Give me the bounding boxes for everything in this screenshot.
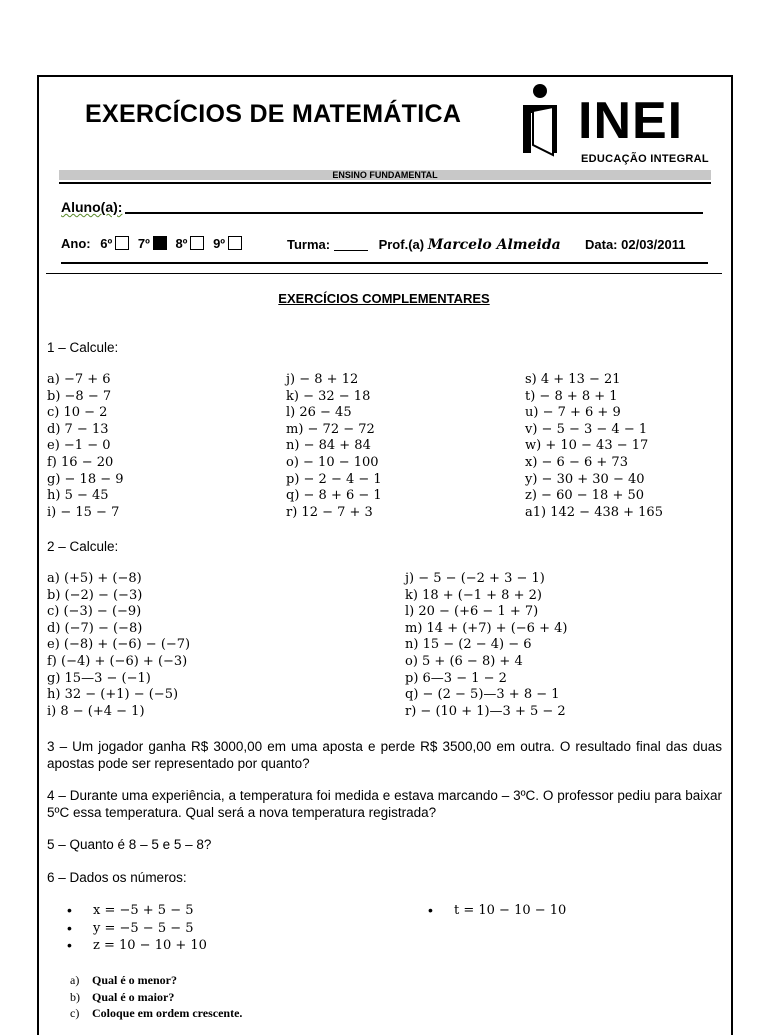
student-label: Aluno(a):: [61, 199, 123, 215]
exercise-item: c) (−3) − (−9): [47, 604, 142, 620]
question-2-label: 2 – Calcule:: [47, 539, 119, 554]
exercise-item: n) − 84 + 84: [286, 438, 371, 454]
exercise-item: r) 12 − 7 + 3: [286, 504, 373, 520]
bullet-item: • t = 10 − 10 − 10: [428, 902, 566, 920]
exercise-item: i) 8 − (+4 − 1): [47, 703, 145, 719]
class-field[interactable]: [334, 250, 368, 251]
q1-column-1: [47, 372, 124, 521]
q1-column-3: [525, 372, 663, 521]
exercise-item: l) 26 − 45: [286, 405, 352, 421]
section-title: EXERCÍCIOS COMPLEMENTARES: [278, 291, 490, 306]
bullet-item: • y = −5 − 5 − 5: [67, 920, 207, 938]
subquestion-item: c) Coloque em ordem crescente.: [70, 1006, 243, 1020]
exercise-item: k) − 32 − 18: [286, 388, 371, 404]
exercise-item: a1) 142 − 438 + 165: [525, 504, 663, 520]
exercise-item: q) − 8 + 6 − 1: [286, 488, 382, 504]
class-teacher-row: [287, 237, 561, 253]
exercise-item: o) − 10 − 100: [286, 454, 379, 470]
exercise-item: g) − 18 − 9: [47, 471, 124, 487]
page-title: EXERCÍCIOS DE MATEMÁTICA: [85, 100, 462, 128]
q2-column-2: [405, 571, 567, 720]
question-6-label: 6 – Dados os números:: [47, 870, 187, 885]
exercise-item: f) (−4) + (−6) + (−3): [47, 653, 188, 669]
inei-logo-icon: [519, 83, 571, 157]
exercise-item: z) − 60 − 18 + 50: [525, 488, 645, 504]
q6-bullets-right: [428, 902, 566, 920]
logo-text: INEI: [578, 92, 684, 150]
exercise-item: p) − 2 − 4 − 1: [286, 471, 382, 487]
exercise-item: d) 7 − 13: [47, 421, 109, 437]
grade-8-checkbox[interactable]: [190, 236, 204, 250]
grade-6-checkbox[interactable]: [115, 236, 129, 250]
divider: [46, 273, 722, 274]
exercise-item: c) 10 − 2: [47, 405, 108, 421]
exercise-item: r) − (10 + 1)—3 + 5 − 2: [405, 703, 566, 719]
page-border: [37, 75, 733, 1035]
exercise-item: e) (−8) + (−6) − (−7): [47, 637, 191, 653]
divider: [59, 182, 711, 184]
teacher-label: Prof.(a): [378, 237, 425, 252]
exercise-item: i) − 15 − 7: [47, 504, 120, 520]
q1-column-2: [286, 372, 382, 521]
exercise-item: p) 6—3 − 1 − 2: [405, 670, 507, 686]
grade-selector: [61, 236, 247, 251]
exercise-item: n) 15 − (2 − 4) − 6: [405, 637, 532, 653]
bullet-item: • z = 10 − 10 + 10: [67, 937, 207, 955]
exercise-item: g) 15—3 − (−1): [47, 670, 151, 686]
exercise-item: x) − 6 − 6 + 73: [525, 454, 628, 470]
question-1-label: 1 – Calcule:: [47, 340, 119, 355]
exercise-item: o) 5 + (6 − 8) + 4: [405, 653, 523, 669]
exercise-item: q) − (2 − 5)—3 + 8 − 1: [405, 687, 560, 703]
grade-option-label: 8º: [175, 236, 188, 251]
q6-subquestions: [70, 972, 242, 1022]
grade-option-label: 6º: [100, 236, 113, 251]
exercise-item: d) (−7) − (−8): [47, 620, 143, 636]
subquestion-item: a) Qual é o menor?: [70, 973, 177, 987]
exercise-item: v) − 5 − 3 − 4 − 1: [525, 421, 648, 437]
exercise-item: k) 18 + (−1 + 8 + 2): [405, 587, 542, 603]
q6-bullets-left: [67, 902, 207, 955]
exercise-item: t) − 8 + 8 + 1: [525, 388, 618, 404]
question-4: 4 – Durante uma experiência, a temperatura foi medida e estava marcando – 3ºC. O professor pediu para baixar 5ºC essa temperatura. Qual será a nova temperatura registrada?: [47, 788, 722, 820]
level-band: ENSINO FUNDAMENTAL: [59, 170, 711, 180]
exercise-item: s) 4 + 13 − 21: [525, 372, 621, 387]
exercise-item: a) −7 + 6: [47, 372, 111, 387]
grade-option-label: 9º: [213, 236, 226, 251]
exercise-item: w) + 10 − 43 − 17: [525, 438, 649, 454]
exercise-item: j) − 8 + 12: [286, 372, 359, 387]
exercise-item: y) − 30 + 30 − 40: [525, 471, 645, 487]
exercise-item: b) −8 − 7: [47, 388, 112, 404]
question-5: 5 – Quanto é 8 – 5 e 5 – 8?: [47, 837, 212, 852]
exercise-item: l) 20 − (+6 − 1 + 7): [405, 604, 539, 620]
grade-label: Ano:: [61, 236, 91, 251]
class-label: Turma:: [287, 237, 331, 252]
exercise-item: j) − 5 − (−2 + 3 − 1): [405, 571, 545, 586]
question-3: 3 – Um jogador ganha R$ 3000,00 em uma aposta e perde R$ 3500,00 em outra. O resultado final das duas apostas pode ser representado por quanto?: [47, 739, 722, 771]
q2-column-1: [47, 571, 190, 720]
exercise-item: b) (−2) − (−3): [47, 587, 143, 603]
logo-subtitle: EDUCAÇÃO INTEGRAL: [581, 153, 709, 165]
exercise-item: h) 32 − (+1) − (−5): [47, 687, 179, 703]
bullet-item: • x = −5 + 5 − 5: [67, 902, 207, 920]
exercise-item: f) 16 − 20: [47, 454, 114, 470]
exercise-item: u) − 7 + 6 + 9: [525, 405, 621, 421]
subquestion-item: b) Qual é o maior?: [70, 989, 175, 1004]
teacher-name: Marcelo Almeida: [427, 237, 561, 253]
exercise-item: e) −1 − 0: [47, 438, 111, 454]
exercise-item: a) (+5) + (−8): [47, 571, 142, 586]
exercise-item: m) 14 + (+7) + (−6 + 4): [405, 620, 568, 636]
student-name-field[interactable]: [125, 212, 703, 214]
date: Data: 02/03/2011: [585, 237, 686, 252]
grade-7-checkbox[interactable]: [153, 236, 167, 250]
exercise-item: h) 5 − 45: [47, 488, 109, 504]
grade-option-label: 7º: [137, 236, 150, 251]
grade-9-checkbox[interactable]: [228, 236, 242, 250]
exercise-item: m) − 72 − 72: [286, 421, 375, 437]
divider: [61, 262, 708, 264]
